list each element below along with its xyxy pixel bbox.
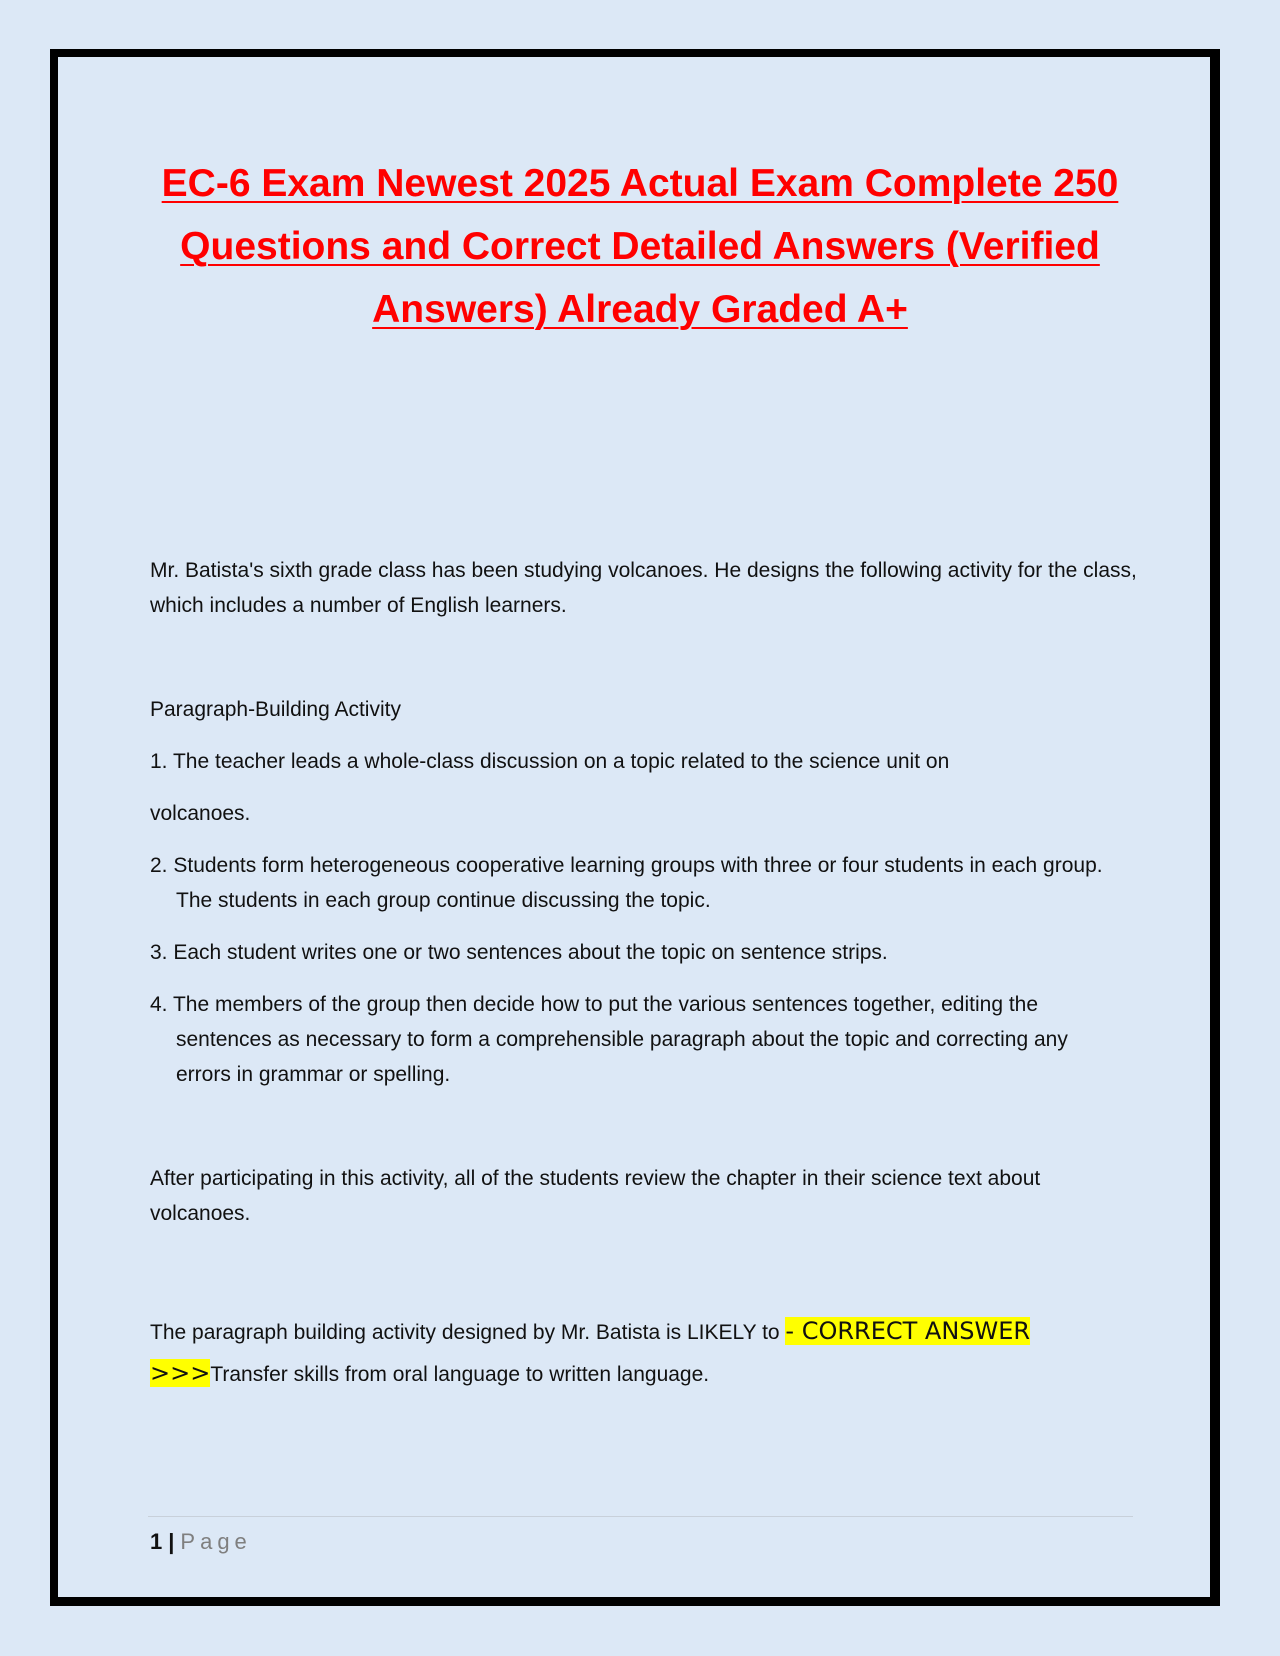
step-2: 2. Students form heterogeneous cooperative learning groups with three or four students in each group. The students in each group continue discussing the topic. [150,854,1103,912]
page-label: Page [180,1529,252,1554]
document-title: EC-6 Exam Newest 2025 Actual Exam Complete 250 Questions and Correct Detailed Answers (Verified Answers) Already Graded A+ [161,162,1119,331]
intro-paragraph: Mr. Batista's sixth grade class has been studying volcanoes. He designs the following activity for the class, which includes a number of English learners. [150,559,1137,617]
after-activity-paragraph: After participating in this activity, all of the students review the chapter in their science text about volcanoes. [150,1167,1041,1225]
question-paragraph [150,1311,1110,1395]
footer-separator: | [168,1529,175,1554]
step-1-line-1: 1. The teacher leads a whole-class discussion on a topic related to the science unit on [150,750,950,773]
answer-text: Transfer skills from oral language to written language. [210,1363,710,1386]
step-3: 3. Each student writes one or two sentences about the topic on sentence strips. [150,941,888,964]
answer-marker: - CORRECT ANSWER >>> [150,1317,1031,1387]
footer-rule [148,1516,1133,1517]
step-4: 4. The members of the group then decide how to put the various sentences together, editing the sentences as necessary to form a comprehensible paragraph about the topic and correcting any errors in grammar or spelling. [150,993,1068,1086]
page-number: 1 [150,1529,163,1554]
step-1-line-2: volcanoes. [150,802,251,825]
activity-heading: Paragraph-Building Activity [150,698,401,721]
page-footer [150,1527,252,1557]
question-text: The paragraph building activity designed by Mr. Batista is LIKELY to [150,1321,786,1344]
